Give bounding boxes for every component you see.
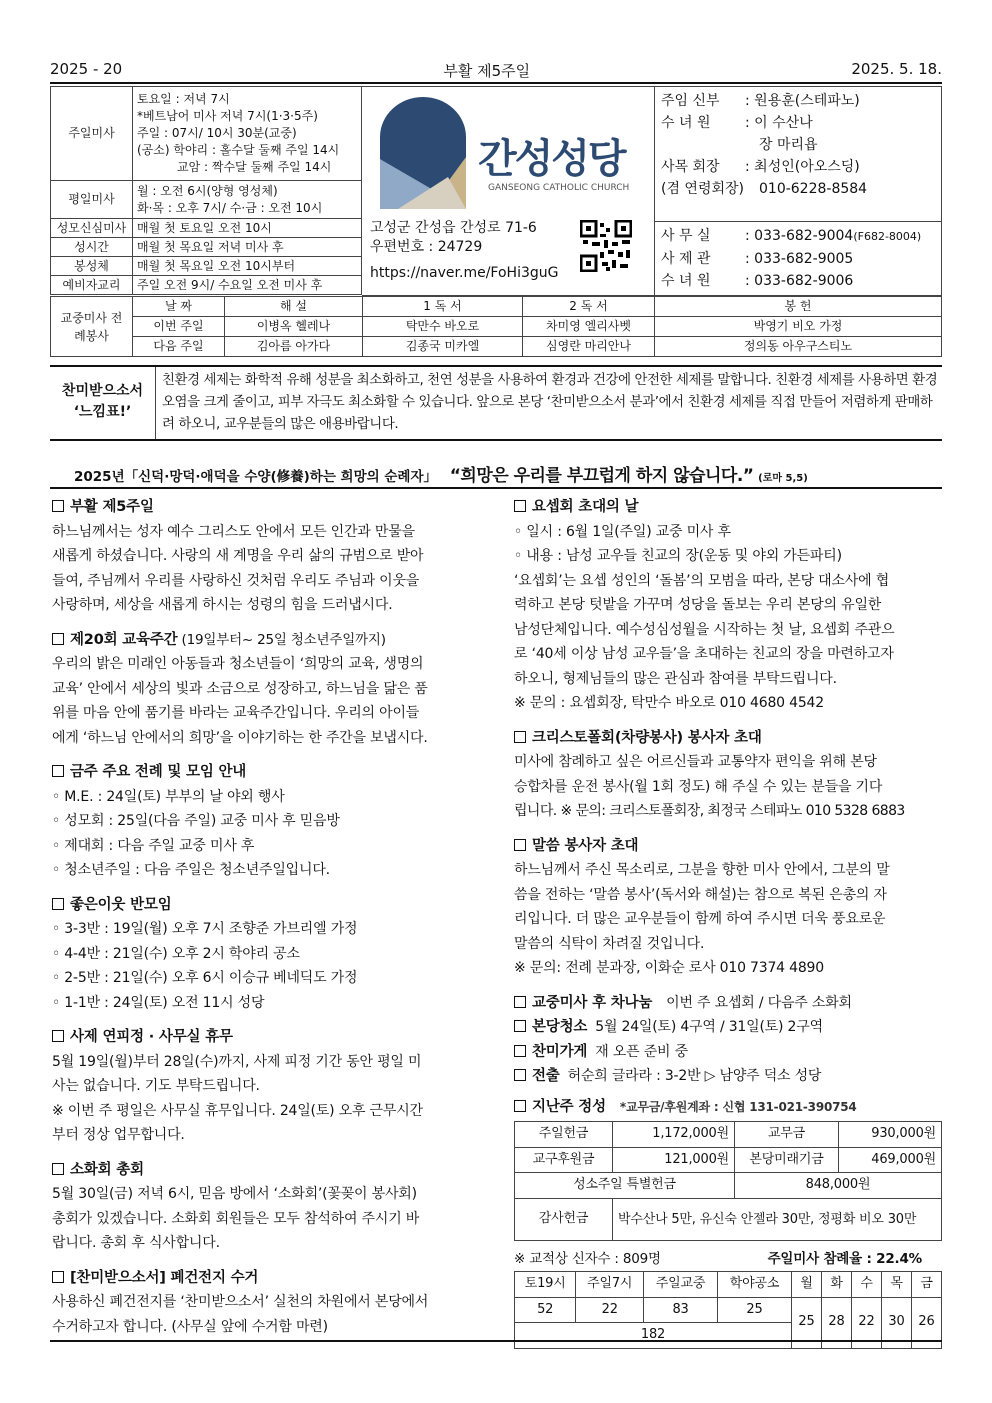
section-line: 5월 19일(월)부터 28일(수)까지, 사제 피정 기간 동안 평일 미 xyxy=(52,1053,422,1070)
eco-label-sub: ‘느낌표!’ xyxy=(73,404,132,420)
section-line: 위를 마음 안에 품기를 바라는 교육주간입니다. 우리의 아이들 xyxy=(52,705,420,721)
section-line: 사랑하며, 세상을 새롭게 하시는 성령의 힘을 드러냅시다. xyxy=(52,597,393,613)
section-line: 교육’ 안에서 세상의 빛과 소금으로 성장하고, 하느님을 닮은 품 xyxy=(52,680,428,697)
section-line: ◦ 3-3반 : 19일(월) 오후 7시 조향준 가브리엘 가정 xyxy=(52,921,358,937)
section-joseph xyxy=(514,495,942,716)
finance-cell: 교무금 xyxy=(735,1122,839,1148)
content-columns xyxy=(50,489,942,1342)
section-line: 사용하신 폐건전지를 ‘찬미받으소서’ 실천의 차원에서 본당에서 xyxy=(52,1294,429,1310)
motto-row xyxy=(50,449,942,489)
service-header: 1 독 서 xyxy=(363,297,523,317)
attendance-value: 30 xyxy=(882,1297,912,1348)
page-title: 부활 제5주일 xyxy=(443,62,531,80)
attendance-header: 월 xyxy=(792,1272,822,1298)
attendance-header: 주일교중 xyxy=(644,1272,718,1298)
contact-row: 사 무 실 : 033-682-9004(F682-8004) xyxy=(661,228,922,244)
left-column xyxy=(52,495,480,1339)
section-title: 금주 주요 전례 및 모임 안내 xyxy=(70,764,247,780)
sunday-line: *베트남어 미사 저녁 7시(1·3·5주) xyxy=(137,109,318,123)
attendance-table xyxy=(514,1271,942,1349)
attendance-value: 25 xyxy=(792,1297,822,1348)
contact-row: 수 녀 원 : 033-682-9006 xyxy=(661,273,854,289)
header-row xyxy=(50,60,942,84)
other-value: 매월 첫 토요일 오전 10시 xyxy=(133,219,362,238)
section-line: ◦ 1-1반 : 24일(토) 오전 11시 성당 xyxy=(52,994,265,1011)
other-value: 매월 첫 목요일 오전 10시부터 xyxy=(133,257,362,276)
sunday-line: 주일 : 07시/ 10시 30분(교중) xyxy=(137,126,297,140)
staff-row: 장 마리욥 xyxy=(759,137,818,153)
service-header: 해 설 xyxy=(225,297,363,317)
finance-cell: 본당미래기금 xyxy=(735,1147,839,1173)
other-label: 성시간 xyxy=(51,238,133,257)
section-line: 총회가 있겠습니다. 소화회 회원들은 모두 참석하여 주시기 바 xyxy=(52,1210,420,1227)
section-line: 력하고 본당 텃밭을 가꾸며 성당을 돌보는 우리 본당의 유일한 xyxy=(514,597,882,613)
bottom-rule xyxy=(50,1340,942,1342)
church-address: 고성군 간성읍 간성로 71-6 xyxy=(370,220,537,236)
section-line: ◦ M.E. : 24일(토) 부부의 날 야외 행사 xyxy=(52,788,285,805)
section-title: 요셉회 초대의 날 xyxy=(532,499,639,515)
section-line: ◦ 2-5반 : 21일(수) 오후 6시 이승규 베네딕도 가정 xyxy=(52,970,358,986)
section-word-servers xyxy=(514,834,942,981)
section-line: 사는 없습니다. 기도 부탁드립니다. xyxy=(52,1078,260,1094)
sunday-line: (공소) 학야리 : 홀수달 둘째 주일 14시 xyxy=(137,143,340,157)
finance-cell: 469,000원 xyxy=(839,1147,942,1173)
section-line: ※ 문의 : 요셉회장, 탁만수 바오로 010 4680 4542 xyxy=(514,695,824,711)
notice-row: 전출 허순희 글라라 : 3-2반 ▷ 남양주 덕소 성당 xyxy=(514,1064,942,1089)
service-cell: 심영란 마리안나 xyxy=(523,337,655,357)
attendance-value: 52 xyxy=(515,1297,576,1323)
finance-heading: 지난주 정성 *교무금/후원계좌 : 신협 131-021-390754 xyxy=(514,1095,942,1120)
service-cell: 차미영 엘리사벳 xyxy=(523,317,655,337)
sunday-line: 교암 : 짝수달 둘째 주일 14시 xyxy=(177,160,332,174)
finance-cell: 930,000원 xyxy=(839,1122,942,1148)
section-sohwa xyxy=(52,1158,480,1256)
other-label: 성모신심미사 xyxy=(51,219,133,238)
weekday-mass-label: 평일미사 xyxy=(51,181,133,219)
section-title: 말씀 봉사자 초대 xyxy=(532,837,639,854)
service-cell: 다음 주일 xyxy=(133,337,225,357)
attendance-value: 25 xyxy=(718,1297,792,1323)
section-line: 랍니다. 총회 후 식사합니다. xyxy=(52,1235,220,1251)
staff-row: (겸 연령회장) 010-6228-8584 xyxy=(661,181,868,197)
section-line: 남성단체입니다. 예수성심성월을 시작하는 첫 날, 요셉회 주관으 xyxy=(514,621,895,638)
service-cell: 이병옥 헬레나 xyxy=(225,317,363,337)
motto-left: 2025년「신덕·망덕·애덕을 수양(修養)하는 희망의 순례자」 xyxy=(74,469,438,485)
contact-row: 사 제 관 : 033-682-9005 xyxy=(661,251,854,267)
attendance-header: 목 xyxy=(882,1272,912,1298)
church-logo-subtext: GANSEONG CATHOLIC CHURCH xyxy=(488,183,630,193)
finance-thanks-label: 감사헌금 xyxy=(515,1198,613,1240)
section-weekly-events xyxy=(52,760,480,883)
member-count: ※ 교적상 신자수 : 809명 xyxy=(514,1250,661,1267)
eco-label: 찬미받으소서 xyxy=(61,383,144,399)
section-line: 미사에 참례하고 싶은 어르신들과 교통약자 편익을 위해 본당 xyxy=(514,754,877,770)
section-education-week: 제20회 교육주간 (19일부터~ 25일 청소년주일까지) 우리의 밝은 미래인 아동들과 청소년들이 ‘희망의 교육, 생명의 교육’ 안에서 세상의 빛과 소금으로 성장하고, 하느님을 닮은 품 위를 마음 안에 품기를 바라는 교육주간입니다. 우리의 아이들 에게 ‘하느님 안에서의 희망’을 이야기하는 한 주간을 보냅시다. xyxy=(52,628,480,751)
weekday-line: 화·목 : 오후 7시/ 수·금 : 오전 10시 xyxy=(137,200,323,215)
service-cell: 박영기 비오 가정 xyxy=(655,317,942,337)
section-title: 크리스토폴회(차량봉사) 봉사자 초대 xyxy=(532,729,762,746)
section-title: 좋은이웃 반모임 xyxy=(70,896,172,913)
section-line: 5월 30일(금) 저녁 6시, 믿음 방에서 ‘소화회’(꽃꽂이 봉사회) xyxy=(52,1186,417,1202)
service-label: 교중미사 전례봉사 xyxy=(51,297,133,357)
finance-account: *교무금/후원계좌 : 신협 131-021-390754 xyxy=(619,1099,857,1114)
other-label: 봉성체 xyxy=(51,257,133,276)
other-value: 매월 첫 목요일 저녁 미사 후 xyxy=(133,238,362,257)
service-header: 날 짜 xyxy=(133,297,225,317)
other-label: 예비자교리 xyxy=(51,276,133,295)
section-line: 부터 정상 업무합니다. xyxy=(52,1127,185,1143)
liturgy-service-table xyxy=(50,296,942,357)
notice-row: 교중미사 후 차나눔 이번 주 요셉회 / 다음주 소화회 xyxy=(514,991,942,1016)
section-line: 에게 ‘하느님 안에서의 희망’을 이야기하는 한 주간을 보냅시다. xyxy=(52,729,428,746)
finance-thanks-value: 박수산나 5만, 유신숙 안젤라 30만, 정평화 비오 30만 xyxy=(613,1198,942,1240)
finance-cell: 교구후원금 xyxy=(515,1147,613,1173)
section-line: ◦ 성모회 : 25일(다음 주일) 교중 미사 후 믿음방 xyxy=(52,813,340,829)
section-line: ◦ 일시 : 6월 1일(주일) 교중 미사 후 xyxy=(514,523,731,540)
attendance-header: 주일7시 xyxy=(576,1272,644,1298)
service-cell: 정의동 아우구스티노 xyxy=(655,337,942,357)
service-cell: 이번 주일 xyxy=(133,317,225,337)
section-line: 씀을 전하는 ‘말씀 봉사’(독서와 해설)는 참으로 복된 은총의 자 xyxy=(514,886,887,903)
other-value: 주일 오전 9시/ 수요일 오전 미사 후 xyxy=(133,276,362,295)
sunday-line: 토요일 : 저녁 7시 xyxy=(137,92,230,106)
church-url[interactable]: https://naver.me/FoHi3guG xyxy=(370,265,559,281)
church-logo-text: 간성성당 xyxy=(478,136,625,182)
section-title: [찬미받으소서] 폐건전지 수거 xyxy=(70,1269,259,1286)
qr-code-icon[interactable] xyxy=(580,220,632,272)
section-battery xyxy=(52,1266,480,1340)
eco-text: 친환경 세제는 화학적 유해 성분을 최소화하고, 천연 성분을 사용하여 환경과 건강에 안전한 세제를 말합니다. 친환경 세제를 사용하면 환경 오염을 크게 줄이고, 피부 자극도 최소화할 수 있습니다. 앞으로 본당 ‘찬미받으소서 분과’에서 친환경 세제를 직접 만들어 저렴하게 판매하려 하오니, 교우분들의 많은 애용바랍니다. xyxy=(162,373,938,432)
section-line: 우리의 밝은 미래인 아동들과 청소년들이 ‘희망의 교육, 생명의 xyxy=(52,656,424,672)
attendance-value: 28 xyxy=(822,1297,852,1348)
notices-list xyxy=(514,991,942,1089)
sunday-mass-label: 주일미사 xyxy=(51,87,133,181)
mass-schedule-table xyxy=(50,86,362,295)
section-line: ◦ 제대회 : 다음 주일 교중 미사 후 xyxy=(52,837,255,854)
attendance-value: 22 xyxy=(852,1297,882,1348)
attendance-summary xyxy=(514,1247,942,1272)
attendance-header: 금 xyxy=(912,1272,942,1298)
right-column xyxy=(514,495,942,1349)
section-line: 립니다. ※ 문의: 크리스토폴회장, 최정국 스테파노 010 5328 6883 xyxy=(514,803,905,819)
section-line: ※ 이번 주 평일은 사무실 휴무입니다. 24일(토) 오후 근무시간 xyxy=(52,1102,423,1119)
notice-row: 찬미가게 재 오픈 준비 중 xyxy=(514,1040,942,1065)
finance-cell: 1,172,000원 xyxy=(613,1122,735,1148)
staff-row: 주임 신부 : 원용훈(스테파노) xyxy=(661,93,860,109)
issue-date: 2025. 5. 18. xyxy=(851,60,942,78)
section-line: ◦ 내용 : 남성 교우들 친교의 장(운동 및 야외 가든파티) xyxy=(514,548,842,564)
weekday-line: 월 : 오전 6시(양형 영성체) xyxy=(137,183,278,198)
service-cell: 김아름 아가다 xyxy=(225,337,363,357)
section-line: ※ 문의: 전례 분과장, 이화순 로사 010 7374 4890 xyxy=(514,960,824,976)
section-line: 말씀의 식탁이 차려질 것입니다. xyxy=(514,935,705,952)
section-line: 하느님께서는 성자 예수 그리스도 안에서 모든 인간과 만물을 xyxy=(52,523,415,540)
attendance-header: 학야공소 xyxy=(718,1272,792,1298)
section-line: ‘요셉회’는 요셉 성인의 ‘돌봄’의 모범을 따라, 본당 대소사에 협 xyxy=(514,572,890,589)
attendance-header: 화 xyxy=(822,1272,852,1298)
section-line: 하느님께서 주신 목소리로, 그분을 향한 미사 안에서, 그분의 말 xyxy=(514,862,890,878)
church-logo-icon xyxy=(378,97,468,209)
attendance-value: 22 xyxy=(576,1297,644,1323)
church-block xyxy=(362,86,654,296)
attendance-rate: 주일미사 참례율 : 22.4% xyxy=(767,1250,922,1267)
staff-block xyxy=(654,86,942,296)
section-christopher xyxy=(514,726,942,824)
finance-table xyxy=(514,1121,942,1241)
notice-row: 본당청소 5월 24일(토) 4구역 / 31일(토) 2구역 xyxy=(514,1015,942,1040)
section-easter xyxy=(52,495,480,618)
finance-special-value: 848,000원 xyxy=(735,1173,942,1199)
section-line: ◦ 청소년주일 : 다음 주일은 청소년주일입니다. xyxy=(52,862,330,878)
service-cell: 탁만수 바오로 xyxy=(363,317,523,337)
section-line: 로 ‘40세 이상 남성 교우들’을 초대하는 친교의 장을 마련하고자 xyxy=(514,646,894,662)
motto-quote: “희망은 우리를 부끄럽게 하지 않습니다.” xyxy=(449,466,754,486)
staff-row: 수 녀 원 : 이 수산나 xyxy=(661,115,813,131)
section-line: 리입니다. 더 많은 교우분들이 함께 하여 주시면 더욱 풍요로운 xyxy=(514,911,886,927)
service-cell: 김종국 미카엘 xyxy=(363,337,523,357)
issue-number: 2025 - 20 xyxy=(50,60,123,78)
finance-cell: 주일헌금 xyxy=(515,1122,613,1148)
section-title: 제20회 교육주간 xyxy=(70,631,178,648)
service-header: 봉 헌 xyxy=(655,297,942,317)
section-title: 소화회 총회 xyxy=(70,1161,144,1178)
section-line: 수거하고자 합니다. (사무실 앞에 수거함 마련) xyxy=(52,1318,328,1335)
church-postcode: 우편번호 : 24729 xyxy=(370,239,483,255)
attendance-header: 토19시 xyxy=(515,1272,576,1298)
finance-special-label: 성소주일 특별헌금 xyxy=(515,1173,735,1199)
attendance-value: 83 xyxy=(644,1297,718,1323)
section-line: 새롭게 하셨습니다. 사랑의 새 계명을 우리 삶의 규범으로 받아 xyxy=(52,548,424,564)
section-line: 들여, 주님께서 우리를 사랑하신 것처럼 우리도 주님과 이웃을 xyxy=(52,572,420,589)
finance-cell: 121,000원 xyxy=(613,1147,735,1173)
info-block xyxy=(50,86,942,296)
attendance-header: 수 xyxy=(852,1272,882,1298)
section-neighbor-meetings xyxy=(52,893,480,1016)
section-line: 하오니, 형제님들의 많은 관심과 참여를 부탁드립니다. xyxy=(514,670,837,687)
section-line: 승합차를 운전 봉사(월 1회 정도) 해 주실 수 있는 분들을 기다 xyxy=(514,778,883,795)
section-retreat xyxy=(52,1025,480,1148)
attendance-value: 26 xyxy=(912,1297,942,1348)
motto-ref: (로마 5,5) xyxy=(758,473,808,484)
staff-row: 사목 회장 : 최성인(아오스딩) xyxy=(661,159,860,175)
service-header: 2 독 서 xyxy=(523,297,655,317)
section-title: 부활 제5주일 xyxy=(70,499,154,515)
section-line: ◦ 4-4반 : 21일(수) 오후 2시 학야리 공소 xyxy=(52,945,300,962)
section-title: 사제 연피정 · 사무실 휴무 xyxy=(70,1029,233,1045)
attendance-sunday-total: 182 xyxy=(515,1323,792,1349)
eco-box xyxy=(50,365,942,441)
